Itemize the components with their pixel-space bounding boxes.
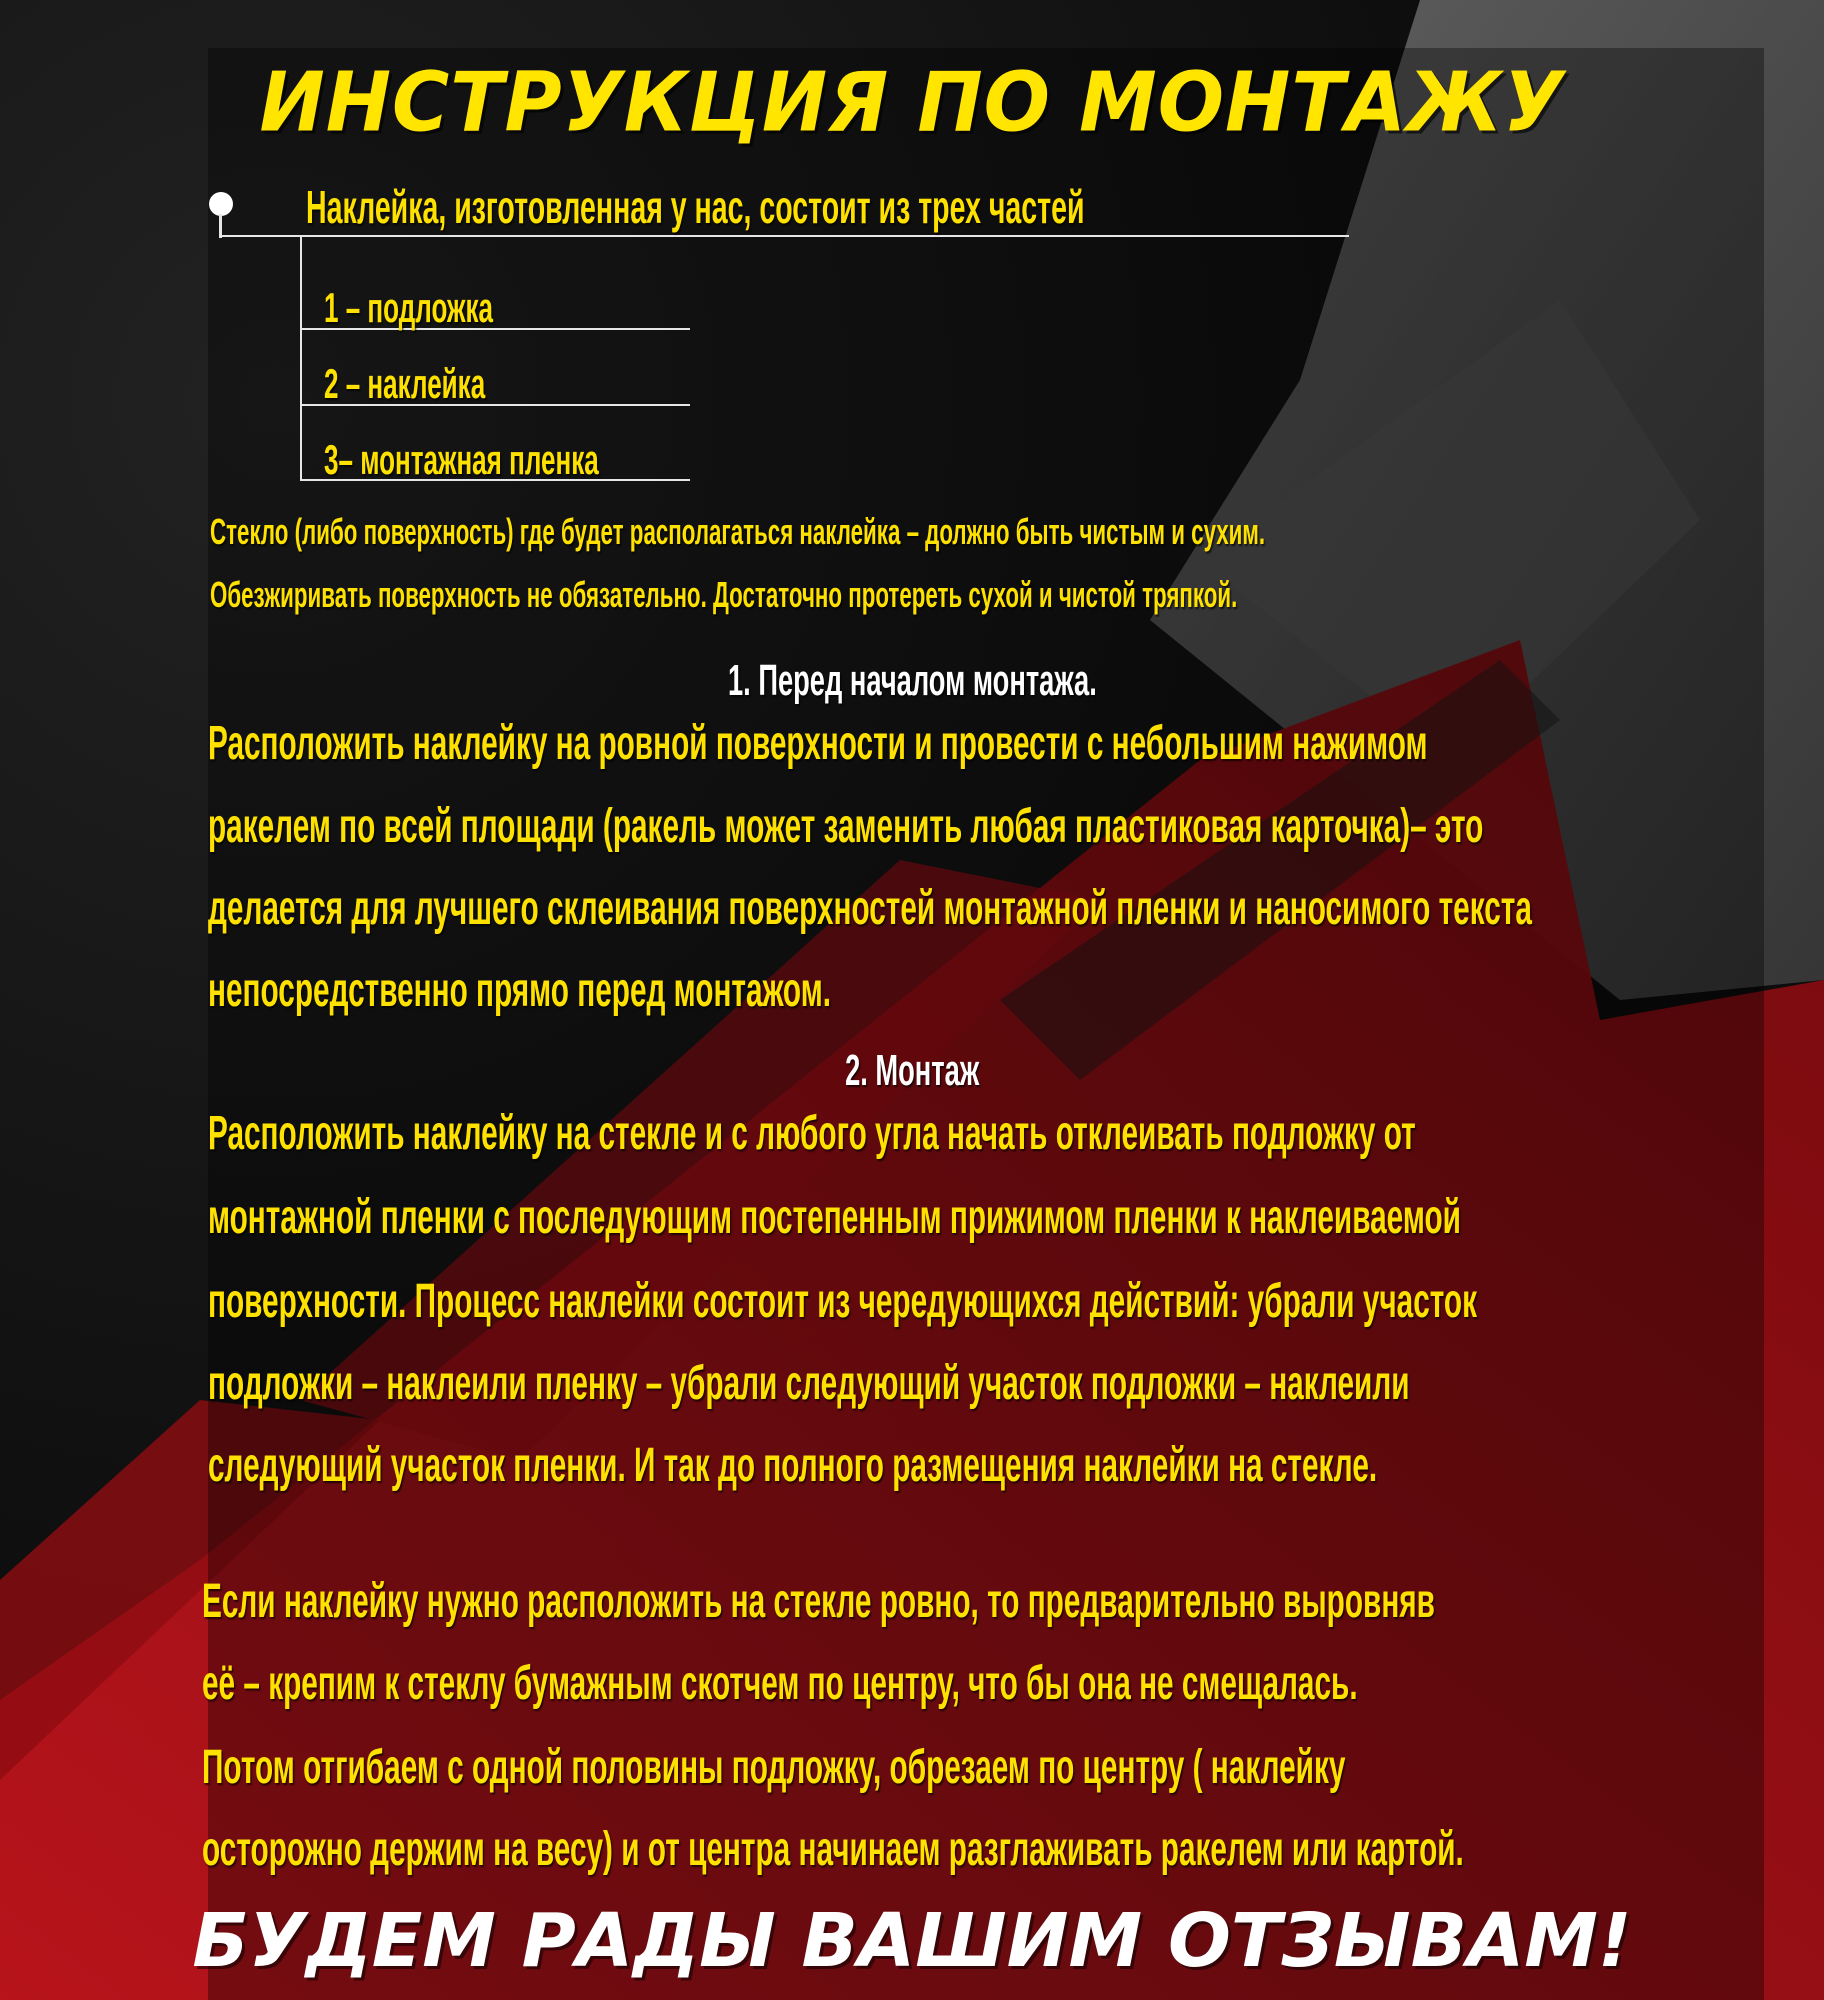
step1-heading: 1. Перед началом монтажа. [727,656,1097,705]
part-item-3: 3– монтажная пленка [324,436,599,483]
note-line-2: Обезжиривать поверхность не обязательно. Достаточно протереть сухой и чистой тряпкой. [210,574,1238,615]
step1-line-1: Расположить наклейку на ровной поверхности и провести с небольшим нажимом [208,717,1428,770]
step2-line-4: подложки – наклеили пленку – убрали следующий участок подложки – наклеили [208,1357,1410,1410]
step1-line-3: делается для лучшего склеивания поверхностей монтажной пленки и наносимого текста [208,882,1532,935]
step2-line-2: монтажной пленки с последующим постепенным прижимом пленки к наклеиваемой [208,1191,1461,1244]
step1-heading-wrap [0,656,1824,706]
part-item-2: 2 – наклейка [324,360,486,407]
note-line-1: Стекло (либо поверхность) где будет располагаться наклейка – должно быть чистым и сухим. [210,511,1266,552]
step2-line-3: поверхности. Процесс наклейки состоит из чередующихся действий: убрали участок [208,1275,1478,1328]
tip-line-4: осторожно держим на весу) и от центра начинаем разглаживать ракелем или картой. [202,1823,1464,1876]
tip-line-1: Если наклейку нужно расположить на стекле ровно, то предварительно выровняв [202,1575,1435,1628]
parts-heading: Наклейка, изготовленная у нас, состоит из трех частей [306,181,1085,233]
step2-heading: 2. Монтаж [844,1046,980,1095]
step1-line-4: непосредственно прямо перед монтажом. [208,964,831,1017]
heading-underline [219,235,1349,237]
tip-line-2: её – крепим к стеклу бумажным скотчем по центру, что бы она не смещалась. [202,1657,1358,1710]
step1-line-2: ракелем по всей площади (ракель может заменить любая пластиковая карточка)– это [208,800,1484,853]
part-item-1: 1 – подложка [324,284,493,331]
tip-line-3: Потом отгибаем с одной половины подложку, обрезаем по центру ( наклейку [202,1741,1346,1794]
tree-vertical [300,235,302,480]
step2-line-1: Расположить наклейку на стекле и с любого угла начать отклеивать подложку от [208,1107,1416,1160]
bullet-dot [209,192,233,216]
footer-slogan: БУДЕМ РАДЫ ВАШИМ ОТЗЫВАМ! [192,1898,1632,1984]
step2-heading-wrap [0,1046,1824,1096]
page-title: ИНСТРУКЦИЯ ПО МОНТАЖУ [259,55,1565,151]
step2-line-5: следующий участок пленки. И так до полного размещения наклейки на стекле. [208,1439,1378,1492]
